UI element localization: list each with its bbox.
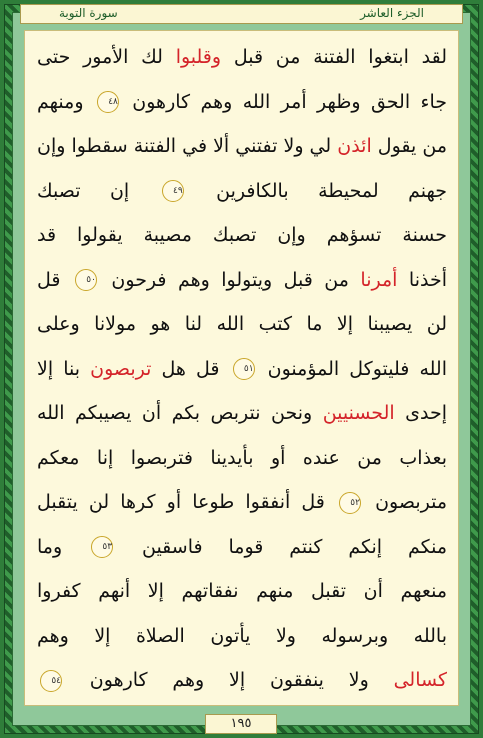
verse-text: من يقول xyxy=(371,135,447,157)
highlighted-word: الحسنيين xyxy=(322,402,395,424)
highlighted-word: تربصون xyxy=(90,357,152,380)
page-number: ١٩٥ xyxy=(205,714,277,734)
highlighted-word: أمرنا xyxy=(360,268,398,291)
verse-line xyxy=(37,662,447,698)
page-header xyxy=(20,4,463,24)
ayah-number-marker: ٤٩ xyxy=(162,180,184,202)
ayah-number-marker: ٥٠ xyxy=(75,269,97,291)
verse-line xyxy=(37,128,447,164)
surah-name: سورة التوبة xyxy=(59,6,118,20)
verse-text: ونحن نتربص بكم أن يصيبكم الله xyxy=(37,402,323,424)
verse-line xyxy=(37,529,447,565)
ayah-number-marker: ٥٣ xyxy=(91,536,113,558)
verse-line xyxy=(37,84,447,120)
verse-line xyxy=(37,573,447,609)
verse-text: منعهم أن تقبل منهم نفقاتهم إلا أنهم كفروا xyxy=(37,580,447,602)
verse-line xyxy=(37,173,447,209)
verse-text: إحدى xyxy=(394,402,447,424)
ayah-number-marker: ٤٨ xyxy=(97,91,119,113)
verse-text: ومنهم xyxy=(37,90,94,113)
quran-text-area xyxy=(24,30,459,706)
verse-text: بنا إلا xyxy=(37,357,91,380)
verse-text: قل هل xyxy=(151,357,230,380)
verse-text: منكم إنكم كنتم قوما فاسقين xyxy=(116,535,447,558)
verse-text: متربصون xyxy=(363,491,447,513)
verse-line xyxy=(37,395,447,431)
verse-line xyxy=(37,217,447,253)
verse-text: أخذنا xyxy=(397,268,447,291)
verse-text: بالله وبرسوله ولا يأتون الصلاة إلا وهم xyxy=(37,624,447,647)
verse-text: قل أنفقوا طوعا أو كرها لن يتقبل xyxy=(37,491,336,513)
verse-text: جاء الحق وظهر أمر الله وهم كارهون xyxy=(121,90,447,113)
highlighted-word: ائذن xyxy=(337,135,372,157)
verse-line xyxy=(37,262,447,298)
verse-text: من قبل ويتولوا وهم فرحون xyxy=(99,268,361,291)
verse-line xyxy=(37,306,447,342)
verse-line xyxy=(37,351,447,387)
ayah-number-marker: ٥١ xyxy=(233,358,255,380)
verse-line xyxy=(37,618,447,654)
verse-line xyxy=(37,39,447,75)
verse-text: لي ولا تفتني ألا في الفتنة سقطوا وإن xyxy=(37,135,338,157)
verse-text: لن يصيبنا إلا ما كتب الله لنا هو مولانا وعلى xyxy=(37,313,447,335)
verse-text: قل xyxy=(37,268,72,291)
verse-text: ولا ينفقون إلا وهم كارهون xyxy=(65,669,394,691)
verse-text: لقد ابتغوا الفتنة من قبل xyxy=(221,46,447,68)
juz-name: الجزء العاشر xyxy=(360,6,424,20)
verse-line xyxy=(37,440,447,476)
highlighted-word: وقلبوا xyxy=(175,46,222,68)
highlighted-word: كسالى xyxy=(393,669,447,691)
verse-text: بعذاب من عنده أو بأيدينا فتربصوا إنا معكم xyxy=(37,446,447,469)
verse-text: لك الأمور حتى xyxy=(37,46,176,68)
verse-text: وما xyxy=(37,535,89,558)
ayah-number-marker: ٥٤ xyxy=(40,670,62,692)
verse-text: حسنة تسؤهم وإن تصبك مصيبة يقولوا قد xyxy=(37,224,447,246)
verse-text: جهنم لمحيطة بالكافرين xyxy=(186,179,447,202)
verse-line xyxy=(37,484,447,520)
verse-text: الله فليتوكل المؤمنون xyxy=(257,357,447,380)
verse-text: إن تصبك xyxy=(37,179,159,202)
ayah-number-marker: ٥٢ xyxy=(339,492,361,514)
